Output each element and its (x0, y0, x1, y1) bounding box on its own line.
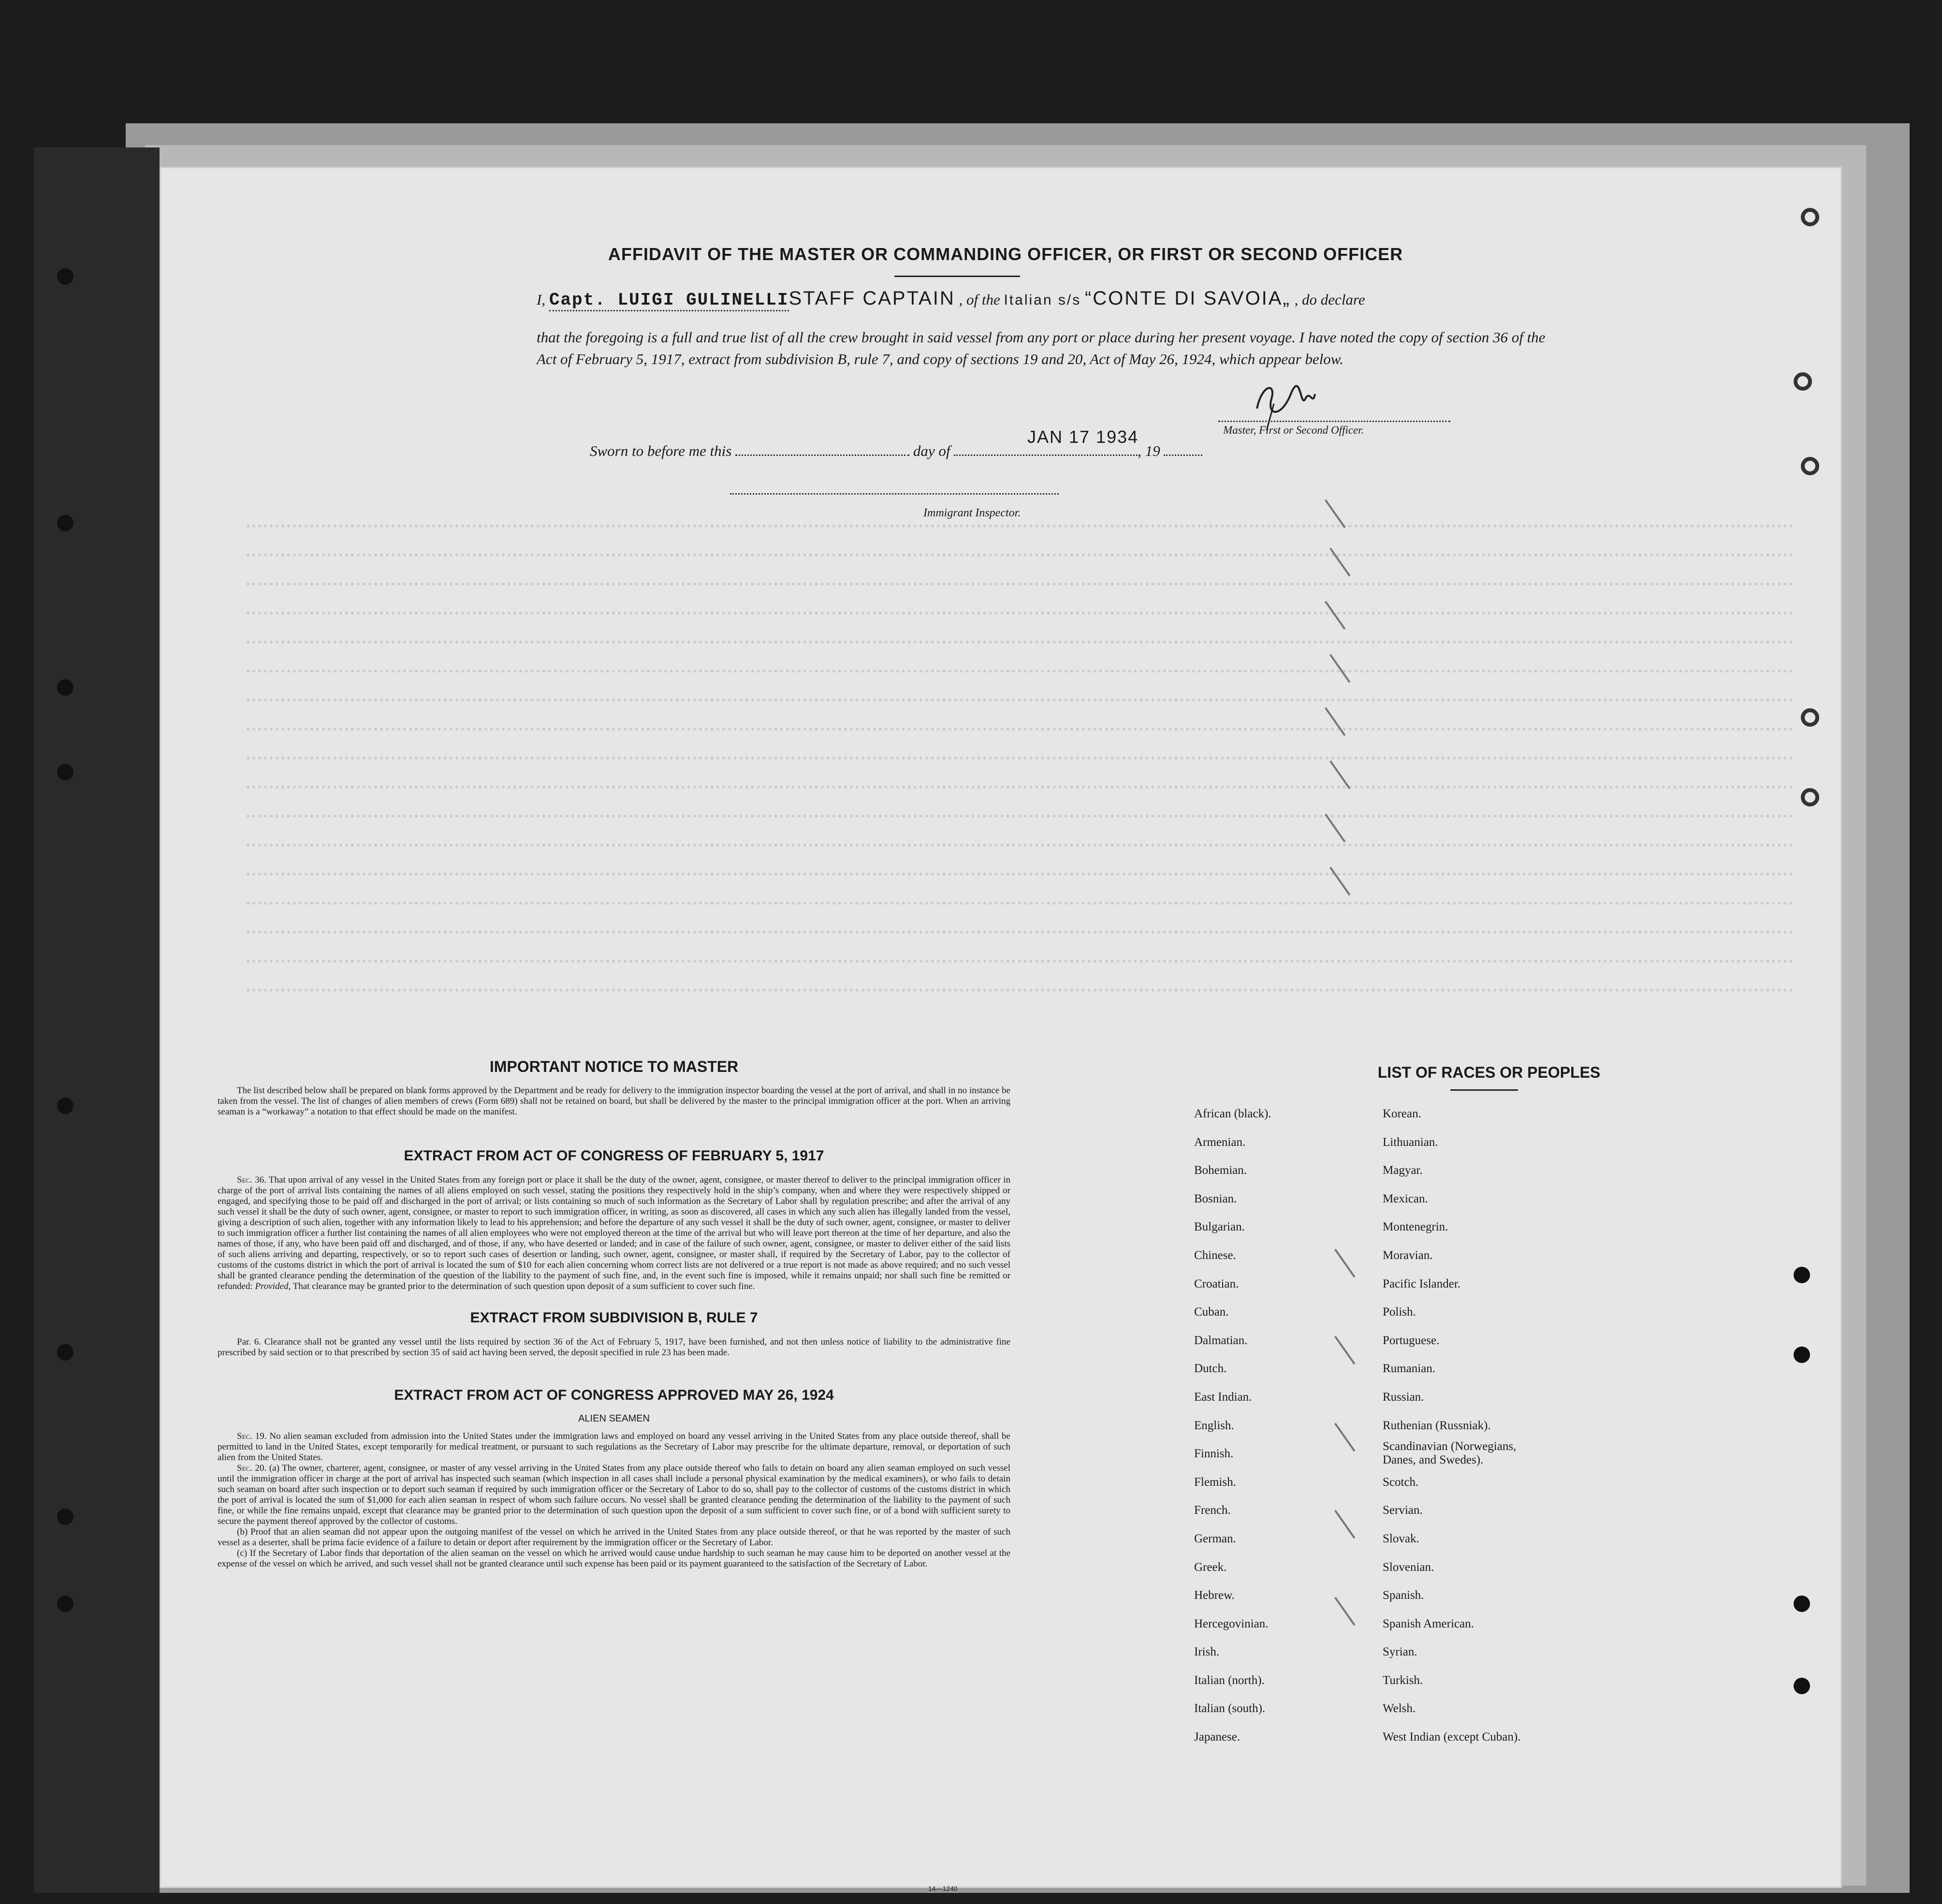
act-1917-provided: Provided, (255, 1281, 291, 1291)
ghost-row (247, 670, 1794, 673)
ghost-row (247, 786, 1794, 789)
ghost-row (247, 902, 1794, 905)
binder-hole-icon (1794, 1267, 1810, 1283)
ghost-row (247, 699, 1794, 702)
pencil-tick-mark (1329, 654, 1350, 683)
vessel-name: “CONTE DI SAVOIA„ (1084, 288, 1291, 309)
rule7-body: Par. 6. Clearance shall not be granted any vessel until the lists required by section 36 of the Act of February 5, 1917, have been furnished, and not then unless notice of liability to the administrative fine prescribed by said section or to that prescribed by section 35 of said act having been served, the deposit specified in rule 23 has been made. (218, 1337, 1010, 1358)
ghost-row (247, 525, 1794, 527)
binder-hole-icon (57, 1509, 73, 1525)
alien-seamen-heading: ALIEN SEAMEN (578, 1413, 650, 1424)
race-item: Slovenian. (1383, 1560, 1434, 1574)
sec-20c-paragraph: (c) If the Secretary of Labor finds that deportation of the alien seaman on the vessel on which he arrived would cause undue hardship to such seaman he may cause him to be deported on another vessel at the expense of the vessel on which he arrived, and such vessel shall not be granted clearance until such expense has been paid or its payment guaranteed to the satisfaction of the Secretary of Labor. (218, 1548, 1010, 1569)
ghost-row (247, 641, 1794, 644)
binder-hole-icon (57, 268, 73, 285)
race-item: Greek. (1194, 1560, 1227, 1574)
sec-20a-text: (a) The owner, charterer, agent, consignee, or master of any vessel arriving in the United States from any place outside thereof who fails to detain on board any alien seaman employed on such vessel until the immigration officer in charge at the port of arrival has inspected such seaman (which inspection in all cases shall include a personal physical examination by the medical examiners), or who fails to detain such seaman on board after such inspection or to deport such seaman if required by such immigration officer or the Secretary of Labor to do so, shall pay to the collector of customs of the customs district in which the port of arrival is located the sum of $1,000 for each alien seaman in respect of whom such failure occurs. No vessel shall be granted clearance pending the determination of the liability to the payment of such fine, or while the fine remains unpaid, except that clearance may be granted prior to the determination of such question upon the deposit of a sum sufficient to cover such fine, or of a bond with sufficient surety to secure the payment thereof approved by the collector of customs. (218, 1463, 1011, 1526)
ghost-row (247, 844, 1794, 847)
ghost-row (247, 612, 1794, 615)
race-item: Cuban. (1194, 1305, 1229, 1319)
race-item: Syrian. (1383, 1645, 1417, 1659)
races-right-column (1383, 1100, 1605, 1752)
race-item: Scandinavian (Norwegians, Danes, and Swedes). (1383, 1440, 1517, 1467)
pencil-tick-mark (1329, 548, 1350, 577)
race-item: Hercegovinian. (1194, 1617, 1269, 1630)
race-item: Korean. (1383, 1107, 1421, 1120)
date-stamp: JAN 17 1934 (1027, 427, 1139, 447)
races-left-column (1194, 1100, 1378, 1752)
inspector-signature-line (730, 493, 1059, 495)
of-the-label: , of the (959, 291, 1000, 308)
binder-hole-icon (1801, 208, 1819, 226)
race-item: Servian. (1383, 1504, 1423, 1517)
race-item: Portuguese. (1383, 1333, 1440, 1347)
title-divider (894, 276, 1020, 277)
binder-hole-icon (1794, 1347, 1810, 1363)
pencil-tick-mark (1325, 707, 1345, 736)
race-item: English. (1194, 1419, 1234, 1432)
vessel-prefix: Italian s/s (1004, 292, 1081, 308)
inspector-caption: Immigrant Inspector. (923, 507, 1021, 519)
pencil-tick-mark (1325, 499, 1345, 528)
race-item: Magyar. (1383, 1164, 1423, 1177)
race-item: Lithuanian. (1383, 1135, 1438, 1149)
binder-hole-icon (1794, 1678, 1810, 1694)
rule7-title: EXTRACT FROM SUBDIVISION B, RULE 7 (470, 1310, 758, 1326)
pronoun-label: I, (537, 291, 546, 308)
race-item: Dutch. (1194, 1362, 1227, 1376)
binder-hole-icon (57, 1596, 73, 1612)
race-item: Armenian. (1194, 1135, 1246, 1149)
act-1917-section: Sec. 36. (237, 1175, 266, 1185)
race-item: Montenegrin. (1383, 1220, 1448, 1234)
sec-19-label: Sec. 19. (237, 1431, 267, 1441)
ghost-row (247, 757, 1794, 760)
binder-hole-icon (57, 679, 73, 696)
race-item: German. (1194, 1532, 1236, 1545)
act-1917-body (218, 1175, 1010, 1292)
notice-master-title: IMPORTANT NOTICE TO MASTER (489, 1058, 739, 1075)
race-item: Italian (north). (1194, 1673, 1265, 1687)
race-item: French. (1194, 1504, 1231, 1517)
ghost-row (247, 989, 1794, 992)
race-item: Russian. (1383, 1390, 1424, 1404)
act-1924-body (218, 1431, 1010, 1569)
race-item: Japanese. (1194, 1730, 1241, 1744)
race-item: Scotch. (1383, 1475, 1419, 1489)
race-item: Croatian. (1194, 1277, 1239, 1290)
ghost-row (247, 815, 1794, 818)
binder-hole-icon (57, 764, 73, 780)
race-item: Mexican. (1383, 1192, 1428, 1205)
binder-hole-icon (57, 515, 73, 531)
sworn-day-field (735, 454, 909, 456)
ghost-row (247, 960, 1794, 963)
race-item: Ruthenian (Russniak). (1383, 1419, 1491, 1432)
race-item: West Indian (except Cuban). (1383, 1730, 1521, 1744)
affidavit-title: AFFIDAVIT OF THE MASTER OR COMMANDING OFFICER, OR FIRST OR SECOND OFFICER (608, 244, 1403, 264)
race-item: Moravian. (1383, 1248, 1433, 1262)
races-title: LIST OF RACES OR PEOPLES (1377, 1064, 1601, 1081)
affidavit-form-page (160, 167, 1842, 1892)
sec-20a-paragraph (218, 1463, 1010, 1527)
affidavit-body: that the foregoing is a full and true list of all the crew brought in said vessel from any port or place during her present voyage. I have noted the copy of section 36 of the Act of February 5, 1917, extract from subdivision B, rule 7, and copy of sections 19 and 20, Act of May 26, 1924, which appear below. (537, 329, 1546, 367)
binder-hole-icon (1801, 457, 1819, 475)
race-item: Spanish. (1383, 1589, 1424, 1602)
binder-hole-icon (57, 1344, 73, 1361)
act-1917-title: EXTRACT FROM ACT OF CONGRESS OF FEBRUARY 5, 1917 (404, 1148, 824, 1164)
binder-hole-icon (1794, 372, 1812, 391)
day-of-label: day of (913, 442, 950, 459)
rank-stamp: STAFF CAPTAIN (788, 288, 955, 309)
act-1924-title: EXTRACT FROM ACT OF CONGRESS APPROVED MAY 26, 1924 (394, 1387, 834, 1403)
binder-hole-icon (1801, 788, 1819, 806)
sworn-year-field (1164, 454, 1202, 456)
race-item: Turkish. (1383, 1673, 1423, 1687)
race-item: Slovak. (1383, 1532, 1419, 1545)
ghost-row (247, 728, 1794, 731)
sec-20-label: Sec. 20. (237, 1463, 267, 1473)
race-item: African (black). (1194, 1107, 1271, 1120)
notice-master-body: The list described below shall be prepared on blank forms approved by the Department and be ready for delivery to the immigration inspector boarding the vessel at the port of arrival, and shall in no instance be taken from the vessel. The list of changes of alien members of crews (Form 689) shall not be retained on board, but shall be delivered by the master to the principal immigration officer at the port. When an arriving seaman is a “workaway” a notation to that effect should be made on the manifest. (218, 1085, 1010, 1117)
race-item: Italian (south). (1194, 1702, 1266, 1715)
race-item: Spanish American. (1383, 1617, 1474, 1630)
signature-line (1218, 421, 1450, 422)
pencil-tick-mark (1325, 601, 1345, 630)
declare-label: , do declare (1294, 291, 1365, 308)
sworn-label: Sworn to before me this (590, 442, 732, 459)
officer-name: Capt. LUIGI GULINELLI (549, 290, 789, 311)
race-item: Finnish. (1194, 1447, 1234, 1461)
act-1917-tail: That clearance may be granted prior to the determination of such question upon deposit of a sum sufficient to cover such fine. (292, 1281, 755, 1291)
race-item: East Indian. (1194, 1390, 1252, 1404)
pencil-tick-mark (1325, 814, 1345, 843)
binder-hole-icon (1801, 708, 1819, 727)
pencil-tick-mark (1329, 761, 1350, 790)
year-label: , 19 (1138, 442, 1160, 459)
race-item: Hebrew. (1194, 1589, 1235, 1602)
ghost-row (247, 583, 1794, 586)
form-number: 14—1240 (928, 1885, 958, 1892)
sworn-month-field (954, 454, 1138, 456)
sec-19-paragraph (218, 1431, 1010, 1463)
ghost-row (247, 554, 1794, 557)
race-item: Pacific Islander. (1383, 1277, 1461, 1290)
affidavit-declaration-line (537, 288, 1365, 311)
sec-19-text: No alien seaman excluded from admission into the United States under the immigration laws and employed on board any vessel arriving in the United States from any place outside thereof, shall be permitted to land in the United States, except temporarily for medical treatment, or pursuant to such regulations as the Secretary of Labor may prescribe for the ultimate departure, removal, or deportation of such alien from the United States. (218, 1431, 1010, 1463)
race-item: Bosnian. (1194, 1192, 1237, 1205)
race-item: Bulgarian. (1194, 1220, 1245, 1234)
ghost-row (247, 873, 1794, 876)
master-caption: Master, First or Second Officer. (1223, 424, 1364, 436)
sec-20b-paragraph: (b) Proof that an alien seaman did not appear upon the outgoing manifest of the vessel on which he arrived in the United States from any place outside thereof, or that he was reported by the master of such vessel as a deserter, shall be prima facie evidence of a failure to detain or deport after requirement by the immigration officer or the Secretary of Labor. (218, 1527, 1010, 1548)
race-item: Rumanian. (1383, 1362, 1436, 1376)
pencil-tick-mark (1329, 867, 1350, 896)
binding-margin (34, 147, 160, 1893)
races-divider (1450, 1089, 1518, 1091)
binder-hole-icon (57, 1098, 73, 1114)
binder-hole-icon (1794, 1596, 1810, 1612)
act-1917-text: That upon arrival of any vessel in the United States from any foreign port or place it shall be the duty of the owner, agent, consignee, or master thereof to deliver to the principal immigration officer in charge of the port of arrival lists containing the names of all aliens employed on such vessel, stating the positions they respectively hold in the ship’s company, when and where they were respectively shipped or engaged, and specifying those to be paid off and discharged in the port of arrival; or lists containing so much of such information as the Secretary of Labor shall by regulation prescribe; and after the arrival of any such vessel it shall be the duty of such owner, agent, consignee, or master to report to such immigration officer, in writing, as soon as discovered, all cases in which any such alien has illegally landed from the vessel, giving a description of such alien, together with any information likely to lead to his apprehension; and before the departure of any such vessel it shall be the duty of such owner, agent, consignee, or master to deliver to such immigration officer a further list containing the names of all alien employees who were not employed thereon at the time of the arrival but who will leave port thereon at the time of her departure, and also the names of those, if any, who have been paid off and discharged, and of those, if any, who have deserted or landed; and in case of the failure of such owner, agent, consignee, or master to deliver either of the said lists of such aliens arriving and departing, respectively, or so to report such cases of desertion or landing, such owner, agent, consignee, or master shall, if required by the Secretary of Labor, pay to the collector of customs of the customs district in which the port of arrival is located the sum of $10 for each alien concerning whom correct lists are not delivered or a true report is not made as above required; and no such vessel shall be granted clearance pending the determination of the question of the liability to the payment of such fine, and, in the event such fine is imposed, while it remains unpaid; nor shall such fine be remitted or refunded: (218, 1175, 1010, 1291)
race-item: Irish. (1194, 1645, 1220, 1659)
race-item: Welsh. (1383, 1702, 1416, 1715)
ghost-row (247, 931, 1794, 934)
race-item: Flemish. (1194, 1475, 1236, 1489)
race-item: Dalmatian. (1194, 1333, 1248, 1347)
race-item: Chinese. (1194, 1248, 1236, 1262)
race-item: Polish. (1383, 1305, 1416, 1319)
race-item: Bohemian. (1194, 1164, 1247, 1177)
